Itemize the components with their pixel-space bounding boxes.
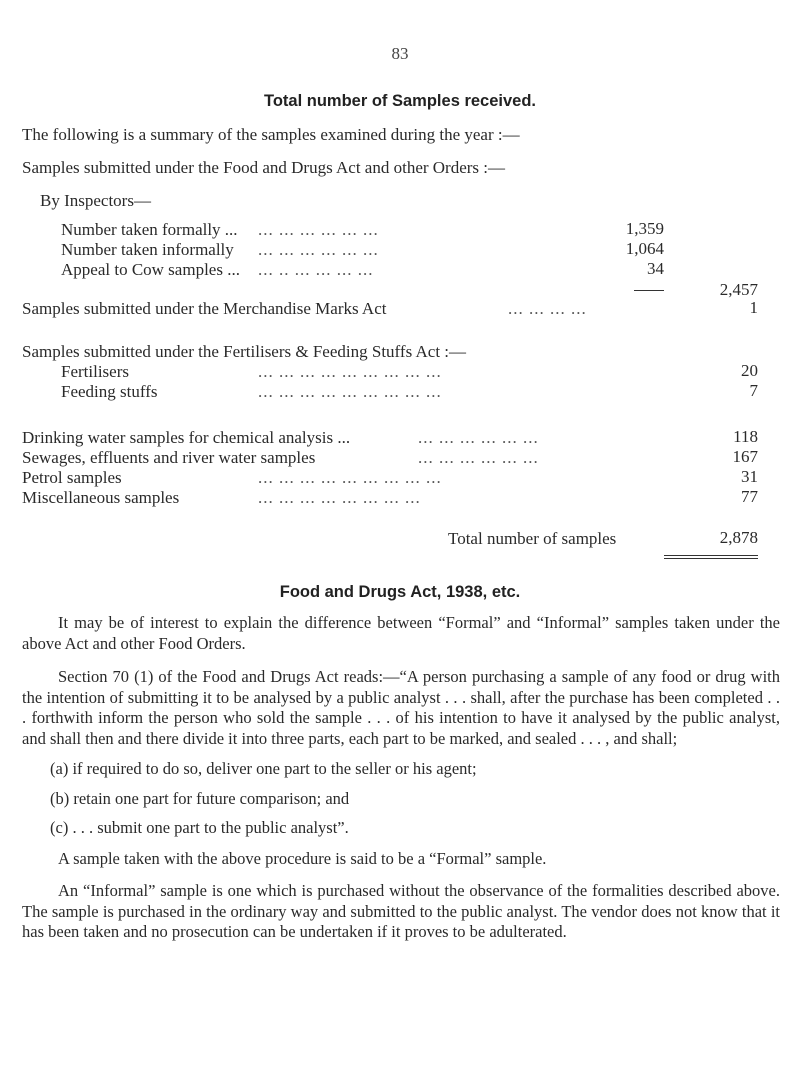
dot-leader: ... ... ... ... ... ... <box>258 220 379 239</box>
fertiliser-row-label: Fertilisers <box>61 362 129 381</box>
merchandise-value: 1 <box>749 298 758 317</box>
dot-leader: ... ... ... ... <box>508 299 587 318</box>
other-row-label: Miscellaneous samples <box>22 488 180 507</box>
fertiliser-row-value: 20 <box>741 361 758 380</box>
paragraph-section-70: Section 70 (1) of the Food and Drugs Act reads:—“A person purchasing a sample of any food or drug with the intention of submitting it to be analysed by a public analyst . . . shall, after the purchase has been completed . . . forthwith inform the person who sold the sample . . . of his intention to have it analysed by the public analyst, and shall then and there divide it into three parts, each part to be marked, and sealed . . . , and shall; <box>22 667 780 748</box>
dot-leader: ... ... ... ... ... ... ... ... ... <box>258 382 442 401</box>
dot-leader: ... ... ... ... ... ... <box>418 448 539 467</box>
total-double-rule-top <box>664 555 758 556</box>
total-label: Total number of samples <box>448 529 617 548</box>
paragraph-formal-informal: It may be of interest to explain the difference between “Formal” and “Informal” samples taken under the above Act and other Food Orders. <box>22 613 780 653</box>
page-number: 83 <box>391 44 409 63</box>
dot-leader: ... ... ... ... ... ... ... ... ... <box>258 468 442 487</box>
other-row-value: 118 <box>733 427 758 446</box>
inspector-subtotal: 2,457 <box>719 280 758 299</box>
inspector-row-value: 1,064 <box>625 239 664 258</box>
dot-leader: ... ... ... ... ... ... <box>258 240 379 259</box>
other-row-value: 167 <box>732 447 758 466</box>
list-item-a: (a) if required to do so, deliver one part to the seller or his agent; <box>50 759 477 778</box>
fertiliser-row-value: 7 <box>749 381 758 400</box>
inspector-row-label: Number taken informally <box>61 240 234 259</box>
other-row-label: Drinking water samples for chemical analysis ... <box>22 428 351 447</box>
other-row-label: Sewages, effluents and river water samples <box>22 448 316 467</box>
total-double-rule-bottom <box>664 558 758 559</box>
food-drugs-title: Samples submitted under the Food and Drugs Act and other Orders :— <box>22 158 506 177</box>
paragraph-formal-definition: A sample taken with the above procedure is said to be a “Formal” sample. <box>58 849 547 868</box>
inspector-row-value: 1,359 <box>625 219 664 238</box>
dot-leader: ... ... ... ... ... ... ... ... <box>258 488 421 507</box>
inspector-row-label: Number taken formally ... <box>61 220 238 239</box>
fertiliser-row-label: Feeding stuffs <box>61 382 158 401</box>
dot-leader: ... ... ... ... ... ... ... ... ... <box>258 362 442 381</box>
merchandise-label: Samples submitted under the Merchandise Marks Act <box>22 299 387 318</box>
list-item-b: (b) retain one part for future comparison; and <box>50 789 350 808</box>
subtotal-rule <box>634 290 664 291</box>
inspector-row-value: 34 <box>647 259 664 278</box>
other-row-value: 77 <box>741 487 758 506</box>
list-item-c: (c) . . . submit one part to the public analyst”. <box>50 818 349 837</box>
inspector-row-label: Appeal to Cow samples ... <box>61 260 240 279</box>
section-heading-total-samples: Total number of Samples received. <box>263 92 537 110</box>
by-inspectors-label: By Inspectors— <box>40 191 151 210</box>
other-row-value: 31 <box>741 467 758 486</box>
intro-text: The following is a summary of the samples examined during the year :— <box>22 125 520 144</box>
dot-leader: ... ... ... ... ... ... <box>418 428 539 447</box>
fertilisers-title: Samples submitted under the Fertilisers & Feeding Stuffs Act :— <box>22 342 467 361</box>
total-value: 2,878 <box>719 528 758 547</box>
other-row-label: Petrol samples <box>22 468 122 487</box>
section-heading-food-drugs: Food and Drugs Act, 1938, etc. <box>279 583 521 601</box>
dot-leader: ... .. ... ... ... ... <box>258 260 374 279</box>
paragraph-informal-definition: An “Informal” sample is one which is purchased without the observance of the formalities described above. The sample is purchased in the ordinary way and submitted to the public analyst. The vendor does not know that it has been taken and no prosecution can be undertaken if it proves to be adulterated. <box>22 881 780 941</box>
